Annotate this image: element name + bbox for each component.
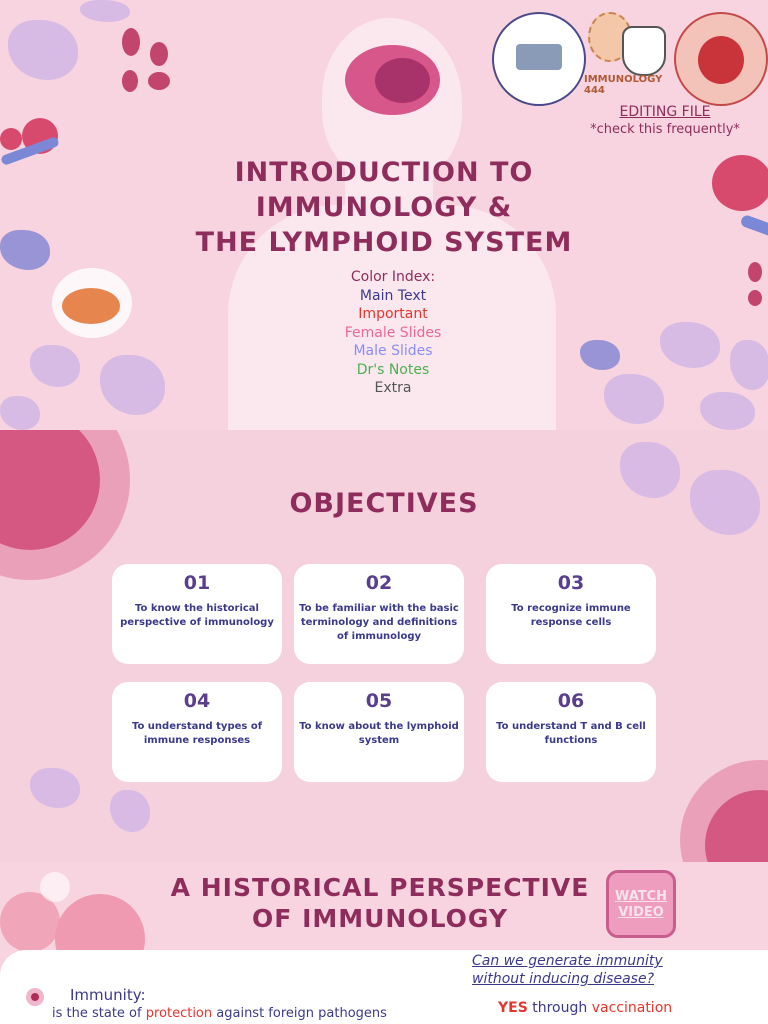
- bubble-icon: [40, 872, 70, 902]
- color-index-item: Female Slides: [344, 324, 442, 341]
- objective-number: 04: [183, 690, 211, 712]
- color-index-item: Extra: [374, 380, 412, 396]
- objective-number: 03: [557, 572, 585, 594]
- heart-logo: [674, 12, 768, 106]
- germ-icon: [0, 396, 40, 430]
- objective-number: 01: [183, 572, 211, 594]
- objective-card: [486, 682, 656, 782]
- question-text: [472, 952, 768, 988]
- objective-card: [294, 564, 464, 664]
- objective-number: 06: [557, 690, 585, 712]
- shield-icon: [622, 26, 666, 76]
- title-line: OF IMMUNOLOGY: [252, 904, 508, 933]
- video-label: VIDEO: [618, 905, 664, 920]
- university-seal-logo: [492, 12, 586, 106]
- immunology-logo: [584, 12, 674, 102]
- logos-group: [492, 8, 762, 98]
- color-index: [0, 268, 768, 398]
- question-line: without inducing disease?: [472, 971, 654, 987]
- objectives-section: [0, 430, 768, 862]
- red-blood-cell-icon: [122, 70, 138, 92]
- germ-icon: [30, 768, 80, 808]
- objective-text: To know about the lymphoid system: [299, 721, 459, 746]
- germ-icon: [8, 20, 78, 80]
- objective-card: [112, 682, 282, 782]
- color-index-list: [0, 287, 768, 398]
- question-line: Can we generate immunity: [472, 953, 663, 969]
- objective-card: [486, 564, 656, 664]
- color-index-item: Dr's Notes: [356, 361, 430, 378]
- objective-text: To understand types of immune responses: [131, 721, 263, 746]
- cell-bullet-core-icon: [31, 993, 39, 1001]
- color-index-title: Color Index:: [350, 269, 436, 285]
- objective-card: [294, 682, 464, 782]
- objectives-title: OBJECTIVES: [289, 488, 479, 519]
- answer-text: YES through vaccination: [498, 1000, 673, 1016]
- immunity-definition: is the state of protection against foreign pathogens: [52, 1006, 387, 1021]
- title-line: A HISTORICAL PERSPECTIVE: [170, 873, 590, 902]
- germ-icon: [110, 790, 150, 832]
- cover-title: [0, 155, 768, 260]
- objective-number: 02: [365, 572, 393, 594]
- title-line: INTRODUCTION TO: [234, 157, 534, 188]
- editing-file-block: [560, 104, 768, 137]
- cover-section: [0, 0, 768, 430]
- color-index-item: Main Text: [359, 287, 427, 304]
- immunity-label: Immunity:: [70, 986, 146, 1004]
- cell-icon: [0, 128, 22, 150]
- objective-text: To understand T and B cell functions: [496, 721, 646, 746]
- objective-text: To know the historical perspective of immunology: [120, 603, 274, 628]
- building-icon: [516, 44, 562, 70]
- editing-file-link[interactable]: EDITING FILE: [619, 104, 711, 120]
- germ-icon: [80, 0, 130, 22]
- objective-number: 05: [365, 690, 393, 712]
- objective-text: To be familiar with the basic terminology and definitions of immunology: [299, 603, 459, 642]
- logo-text: IMMUNOLOGY 444: [584, 74, 663, 96]
- objective-text: To recognize immune response cells: [511, 603, 631, 628]
- watch-video-button[interactable]: [606, 870, 676, 938]
- color-index-item: Male Slides: [353, 343, 433, 359]
- check-note: *check this frequently*: [590, 122, 740, 137]
- brain-detail-icon: [375, 58, 430, 103]
- color-index-item: Important: [358, 306, 428, 322]
- red-blood-cell-icon: [148, 72, 170, 90]
- title-line: THE LYMPHOID SYSTEM: [195, 227, 573, 258]
- heart-icon: [698, 36, 744, 84]
- red-blood-cell-icon: [122, 28, 140, 56]
- red-blood-cell-icon: [150, 42, 168, 66]
- watch-label: WATCH: [614, 889, 668, 904]
- objective-card: [112, 564, 282, 664]
- history-title: [130, 872, 630, 934]
- germ-icon: [700, 392, 755, 430]
- title-line: IMMUNOLOGY &: [255, 192, 513, 223]
